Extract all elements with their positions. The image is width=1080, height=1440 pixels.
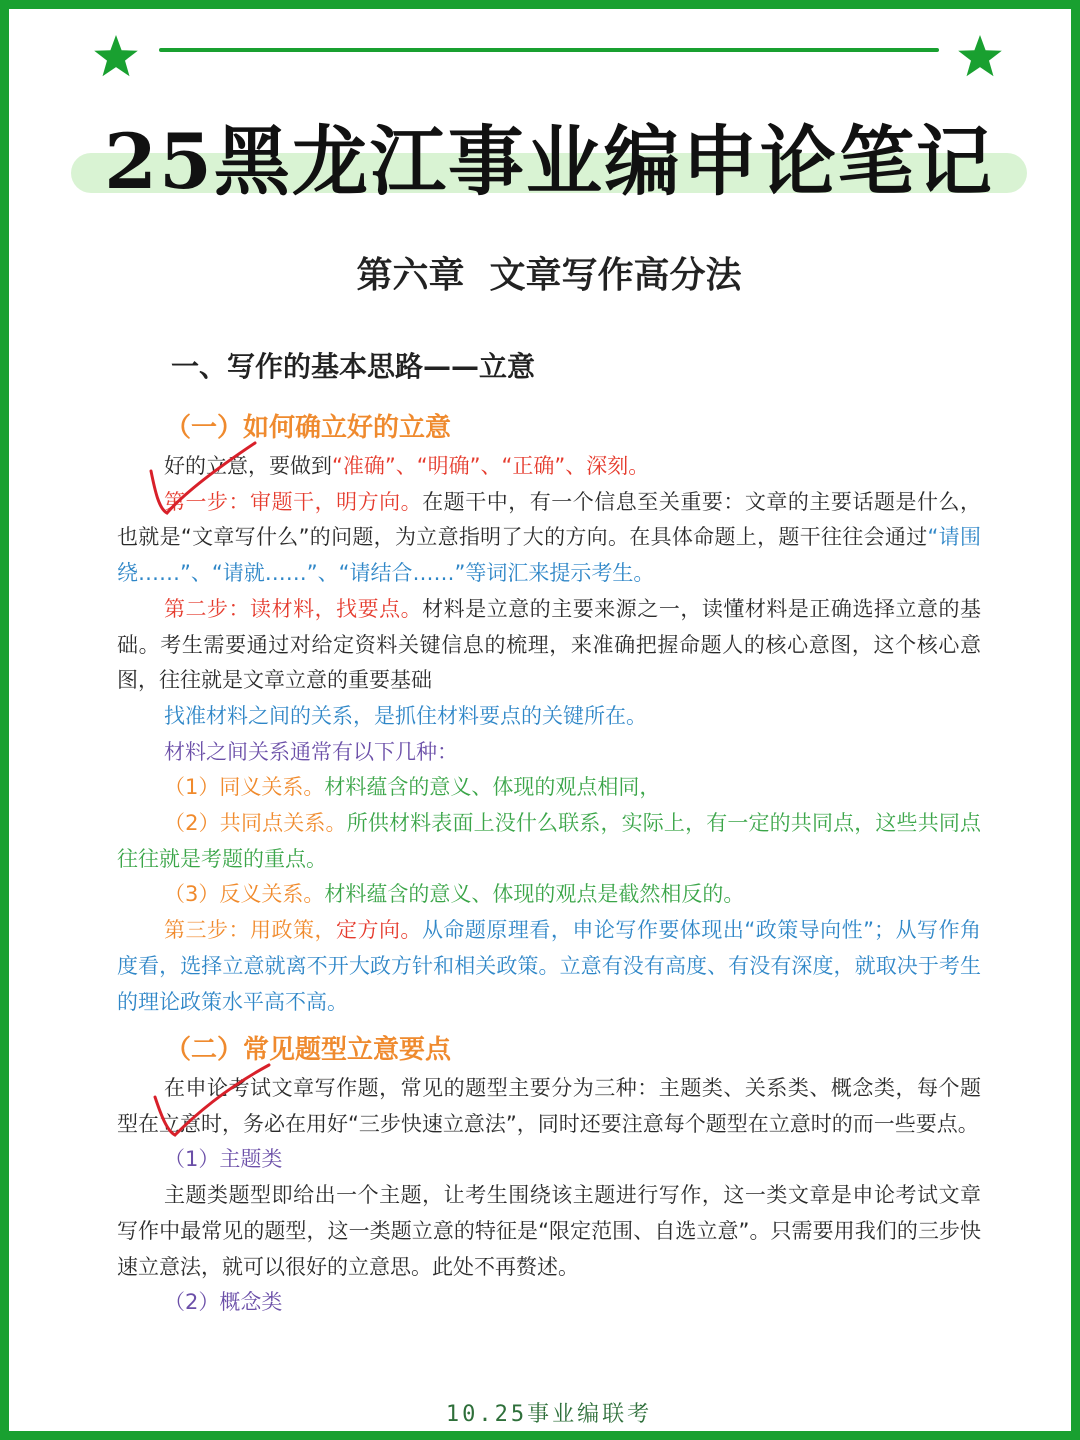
relation-item <box>117 770 981 806</box>
relation-label: （1）同义关系。 <box>164 775 325 800</box>
key-line: 找准材料之间的关系，是抓住材料要点的关键所在。 <box>164 703 647 728</box>
header-divider <box>159 48 939 52</box>
step1-hint: “请围绕……”、“请就……”、“请结合……”等词汇来提示考生。 <box>117 525 981 586</box>
types-intro: 在申论考试文章写作题，常见的题型主要分为三种：主题类、关系类、概念类，每个题型在立意时，务必在用好“三步快速立意法”，同时还要注意每个题型在立意时的而一些要点。 <box>117 1076 981 1136</box>
step2-paragraph <box>117 592 981 699</box>
relation-text: 所供材料表面上没什么联系，实际上，有一定的共同点，这些共同点往往就是考题的重点。 <box>117 811 981 871</box>
sub-heading-2: （二）常见题型立意要点 <box>165 1035 452 1065</box>
check-mark-icon <box>137 435 277 525</box>
check-mark-icon <box>143 1059 283 1149</box>
step2-label: 第二步：读材料，找要点。 <box>164 596 423 621</box>
relation-item <box>117 877 981 913</box>
section-1-body <box>117 449 981 1020</box>
step1-label: 第一步：审题干，明方向。 <box>164 489 423 514</box>
step3-label: 第三步：用政策， <box>164 918 336 943</box>
step3-label-emphasis: 定方向。 <box>335 918 422 943</box>
relation-label: （3）反义关系。 <box>164 882 325 907</box>
star-icon <box>957 33 1003 79</box>
step3-text: 从命题原理看，申论写作要体现出“政策导向性”；从写作角度看，选择立意就离不开大政方针和相关政策。立意有没有高度、有没有深度，就取决于考生的理论政策水平高不高。 <box>117 918 982 1014</box>
footer-caption: 10.25事业编联考 <box>445 1402 653 1427</box>
intro-keywords: “准确”、“明确”、“正确”、深刻。 <box>332 454 650 478</box>
relation-item <box>117 806 981 877</box>
section-heading: 一、写作的基本思路——立意 <box>171 350 536 383</box>
page-title: 25黑龙江事业编申论笔记 <box>104 117 994 206</box>
type1-label: （1）主题类 <box>164 1147 283 1172</box>
type1-text: 主题类题型即给出一个主题，让考生围绕该主题进行写作，这一类文章是申论考试文章写作中最常见的题型，这一类题立意的特征是“限定范围、自选立意”。只需要用我们的三步快速立意法，就可以很好的立意思。此处不再赘述。 <box>117 1183 981 1279</box>
sub-heading-1: （一）如何确立好的立意 <box>165 413 452 443</box>
step2-text: 材料是立意的主要来源之一，读懂材料是正确选择立意的基础。考生需要通过对给定资料关键信息的梳理，来准确把握命题人的核心意图，这个核心意图，往往就是文章立意的重要基础 <box>117 596 982 693</box>
intro-text: 好的立意，要做到 <box>164 454 332 478</box>
step1-text: 在题干中，有一个信息至关重要：文章的主要话题是什么，也就是“文章写什么”的问题，为立意指明了大的方向。在具体命题上，题干往往会通过 <box>117 489 982 550</box>
relations-intro: 材料之间关系通常有以下几种： <box>164 739 458 764</box>
relation-label: （2）共同点关系。 <box>164 811 347 836</box>
type2-label: （2）概念类 <box>164 1290 283 1315</box>
relation-text: 材料蕴含的意义、体现的观点是截然相反的。 <box>324 882 745 907</box>
step3-paragraph <box>117 913 981 1020</box>
relation-text: 材料蕴含的意义、体现的观点相同， <box>324 775 661 800</box>
star-icon <box>93 33 139 79</box>
chapter-title: 第六章 文章写作高分法 <box>356 255 742 296</box>
